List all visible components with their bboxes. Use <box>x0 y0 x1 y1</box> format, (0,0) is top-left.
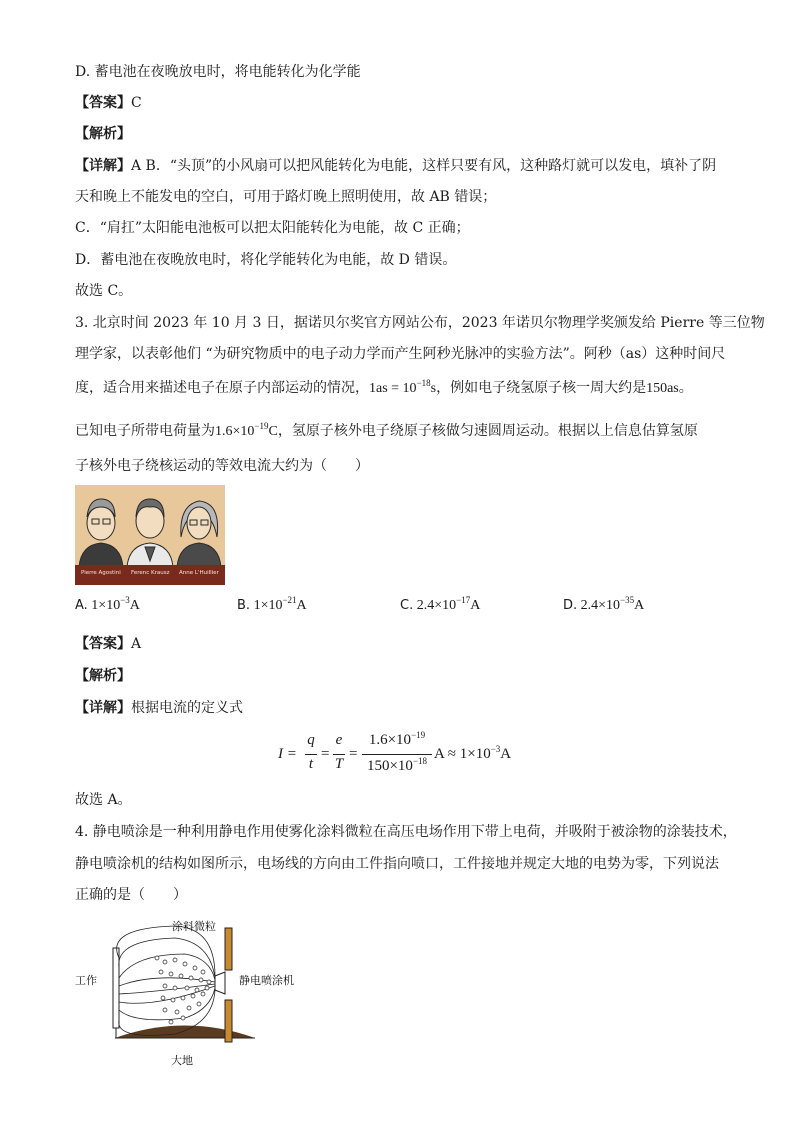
q4-stem-2: 静电喷涂机的结构如图所示，电场线的方向由工件指向喷口，工件接地并规定大地的电势为零，下列说法 <box>75 856 719 872</box>
formula-unit: A <box>500 746 512 762</box>
option-exp: −17 <box>456 595 471 605</box>
answer-value: A <box>131 636 142 652</box>
q3-stem-5: 子核外电子绕核运动的等效电流大约为（ ） <box>75 458 369 474</box>
label-sprayer: 静电喷涂机 <box>239 974 294 987</box>
q3-detail <box>75 698 243 718</box>
q3-option-d <box>563 595 645 614</box>
option-mantissa: 2.4×10 <box>580 598 621 613</box>
fraction-bar <box>333 754 345 755</box>
formula-exp: −19 <box>411 730 426 740</box>
answer-tag: 【答案】 <box>75 95 131 111</box>
nobel-laureates-portrait <box>75 485 225 585</box>
workpiece-plate <box>113 948 119 1028</box>
formula-numerator <box>362 732 432 749</box>
q2-analysis-tag: 【解析】 <box>75 126 131 142</box>
q3-option-b <box>237 595 307 614</box>
q3-stem-3 <box>75 378 693 399</box>
q2-detail-3: C．“肩扛”太阳能电池板可以把太阳能转化为电能，故 C 正确； <box>75 220 470 236</box>
formula-eq: = <box>349 746 358 762</box>
option-mantissa: 1×10 <box>253 598 283 613</box>
option-unit: A <box>634 598 645 613</box>
label-ground: 大地 <box>171 1054 193 1067</box>
formula-e: e <box>335 732 343 748</box>
formula-unit: s <box>430 381 437 396</box>
formula-exp: −19 <box>254 421 269 431</box>
formula-t: t <box>308 756 314 772</box>
formula-q: q <box>307 732 315 748</box>
inline-formula <box>215 421 278 439</box>
label-workpiece: 工作 <box>75 974 97 987</box>
answer-tag: 【答案】 <box>75 636 131 652</box>
detail-tag: 【详解】 <box>75 158 131 174</box>
q4-stem-3: 正确的是（ ） <box>75 887 187 903</box>
option-mantissa: 2.4×10 <box>416 598 457 613</box>
formula-exp: −3 <box>490 744 501 754</box>
option-exp: −21 <box>282 595 297 605</box>
formula-base: 1.6×10 <box>368 732 412 748</box>
option-unit: A <box>129 598 140 613</box>
option-unit: A <box>296 598 307 613</box>
q2-option-d: D. 蓄电池在夜晚放电时，将电能转化为化学能 <box>75 64 361 80</box>
q3-option-a <box>75 595 140 614</box>
option-mantissa: 1×10 <box>91 598 121 613</box>
inline-value: 150as <box>646 381 679 396</box>
formula-base: 1.6×10 <box>215 424 255 439</box>
spray-coating-diagram <box>75 918 345 1070</box>
q2-detail-1 <box>75 156 716 176</box>
q2-answer <box>75 93 142 113</box>
stem-text: 度，适合用来描述电子在原子内部运动的情况， <box>75 380 369 396</box>
q3-stem-2: 理学家，以表彰他们 “为研究物质中的电子动力学而产生阿秒光脉冲的实验方法”。阿秒（as）这种时间尺 <box>75 346 726 362</box>
q3-analysis-tag: 【解析】 <box>75 668 131 684</box>
laureate-name: Anne L'Huillier <box>179 570 219 576</box>
laureate-name: Pierre Agostini <box>81 570 121 576</box>
formula-denominator <box>362 758 432 775</box>
formula-exp: −18 <box>412 756 428 766</box>
q2-detail-2: 天和晚上不能发电的空白，可用于路灯晚上照明使用，故 AB 错误； <box>75 189 497 205</box>
nozzle-icon <box>215 972 225 994</box>
option-label: B. <box>237 598 251 613</box>
laureate-name: Ferenc Krausz <box>131 570 170 576</box>
q3-answer <box>75 634 141 654</box>
fraction-bar <box>305 754 317 755</box>
detail-text: A B．“头顶”的小风扇可以把风能转化为电能，这样只要有风，这种路灯就可以发电，填补了阴 <box>131 158 717 174</box>
q3-option-c <box>400 595 481 614</box>
answer-value: C <box>131 95 142 111</box>
formula-base: 150×10 <box>366 758 413 774</box>
detail-text: 根据电流的定义式 <box>131 700 243 716</box>
option-exp: −3 <box>120 595 130 605</box>
sprayer-plate-top <box>225 928 232 970</box>
formula-base: A ≈ 1×10 <box>434 746 491 762</box>
stem-text: ，氢原子核外电子绕原子核做匀速圆周运动。根据以上信息估算氢原 <box>277 423 698 439</box>
option-unit: A <box>470 598 481 613</box>
fraction-bar <box>362 754 432 755</box>
q3-conclusion: 故选 A。 <box>75 792 132 808</box>
q4-stem-1: 4. 静电喷涂是一种利用静电作用使雾化涂料微粒在高压电场作用下带上电荷，并吸附于被涂物的涂装技术， <box>75 824 737 840</box>
sprayer-plate-bottom <box>225 1000 232 1042</box>
detail-tag: 【详解】 <box>75 700 131 716</box>
inline-formula <box>369 378 437 396</box>
q3-stem-4 <box>75 421 698 442</box>
label-particles: 涂料微粒 <box>172 920 216 933</box>
option-label: A. <box>75 598 88 613</box>
ground-mound <box>115 1026 255 1039</box>
formula-unit: C <box>268 424 278 439</box>
current-formula <box>278 732 538 780</box>
formula-eq: = <box>321 746 330 762</box>
q3-stem-1: 3. 北京时间 2023 年 10 月 3 日，据诺贝尔奖官方网站公布，2023 年诺贝尔物理学奖颁发给 Pierre 等三位物 <box>75 315 765 331</box>
formula-result <box>434 746 511 763</box>
formula-T: T <box>334 756 344 772</box>
option-label: C. <box>400 598 414 613</box>
formula-base: 1as = 10 <box>369 381 417 396</box>
stem-text: 已知电子所带电荷量为 <box>75 423 215 439</box>
q2-conclusion: 故选 C。 <box>75 283 133 299</box>
stem-text: ，例如电子绕氢原子核一周大约是 <box>436 380 647 396</box>
formula-lhs: I = <box>278 746 297 762</box>
stem-text: 。 <box>678 380 693 396</box>
option-label: D. <box>563 598 578 613</box>
formula-exp: −18 <box>416 378 431 388</box>
option-exp: −35 <box>620 595 635 605</box>
q2-detail-4: D．蓄电池在夜晚放电时，将化学能转化为电能，故 D 错误。 <box>75 252 457 268</box>
